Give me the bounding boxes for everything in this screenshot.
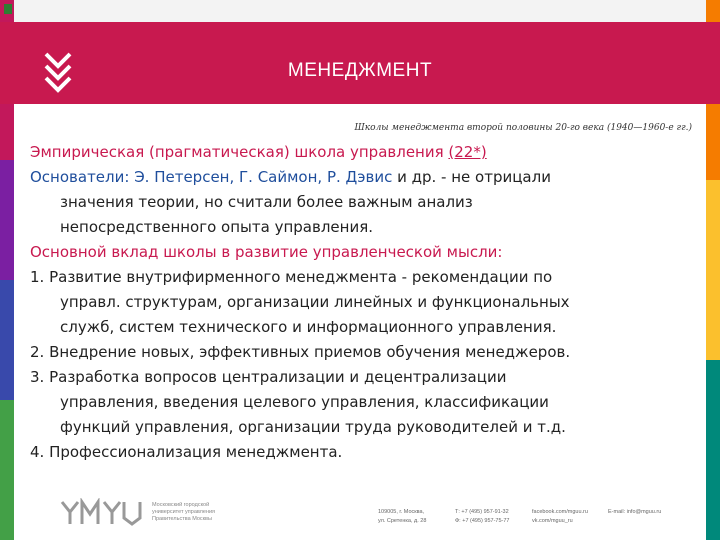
school-heading <box>30 140 685 165</box>
phone-line-1: Т: +7 (495) 957-91-32 <box>455 509 509 515</box>
corner-marker <box>4 4 12 14</box>
list-item-1-line3: служб, систем технического и информационного управления. <box>60 318 557 336</box>
school-heading-ref: (22*) <box>448 143 487 161</box>
list-item-3-line2: управления, введения целевого управления, классификации <box>60 393 549 411</box>
right-border-stripe-yellow <box>706 180 720 360</box>
email-link[interactable]: E-mail: info@mguu.ru <box>608 509 662 515</box>
footer-email <box>608 508 661 517</box>
founders-paragraph <box>30 165 685 190</box>
university-logo <box>60 498 144 526</box>
footer-address <box>378 508 426 526</box>
facebook-link[interactable]: facebook.com/mguu.ru <box>532 509 588 515</box>
school-heading-text: Эмпирическая (прагматическая) школа управления <box>30 143 444 161</box>
address-line-1: 109005, г. Москва, <box>378 509 425 515</box>
list-item-4-line1: 4. Профессионализация менеджмента. <box>30 443 343 461</box>
slide-footer <box>0 488 720 540</box>
address-line-2: ул. Сретенка, д. 28 <box>378 518 427 524</box>
list-item-2-line1: 2. Внедрение новых, эффективных приемов обучения менеджеров. <box>30 343 571 361</box>
founders-label: Основатели: Э. Петерсен, Г. Саймон, Р. Дэвис <box>30 168 393 186</box>
founders-rest-line3: непосредственного опыта управления. <box>60 218 373 236</box>
page-title: МЕНЕДЖМЕНТ <box>287 60 433 81</box>
phone-line-2: Ф: +7 (495) 957-75-77 <box>455 518 510 524</box>
footer-social <box>532 508 588 526</box>
slide-subtitle: Школы менеджмента второй половины 20-го века (1940—1960-е гг.) <box>354 123 692 133</box>
slide-header <box>0 22 720 104</box>
list-item-3-line1: 3. Разработка вопросов централизации и децентрализации <box>30 368 507 386</box>
footer-phones <box>455 508 509 526</box>
top-border-stripe <box>14 0 706 22</box>
list-item-1-line2: управл. структурам, организации линейных и функциональных <box>60 293 570 311</box>
contribution-heading: Основной вклад школы в развитие управленческой мысли: <box>30 243 503 261</box>
vk-link[interactable]: vk.com/mguu_ru <box>532 518 573 524</box>
logo-caption: Московский городской университет управления Правительства Москвы <box>152 502 216 522</box>
founders-rest-line1: и др. - не отрицали <box>392 168 551 186</box>
slide-body <box>30 140 685 465</box>
founders-rest-line2: значения теории, но считали более важным анализ <box>60 193 473 211</box>
left-border-stripe-blue <box>0 280 14 400</box>
list-item-1-line1: 1. Развитие внутрифирменного менеджмента - рекомендации по <box>30 268 553 286</box>
list-item-3-line3: функций управления, организации труда руководителей и т.д. <box>60 418 566 436</box>
left-border-stripe-purple <box>0 160 14 280</box>
